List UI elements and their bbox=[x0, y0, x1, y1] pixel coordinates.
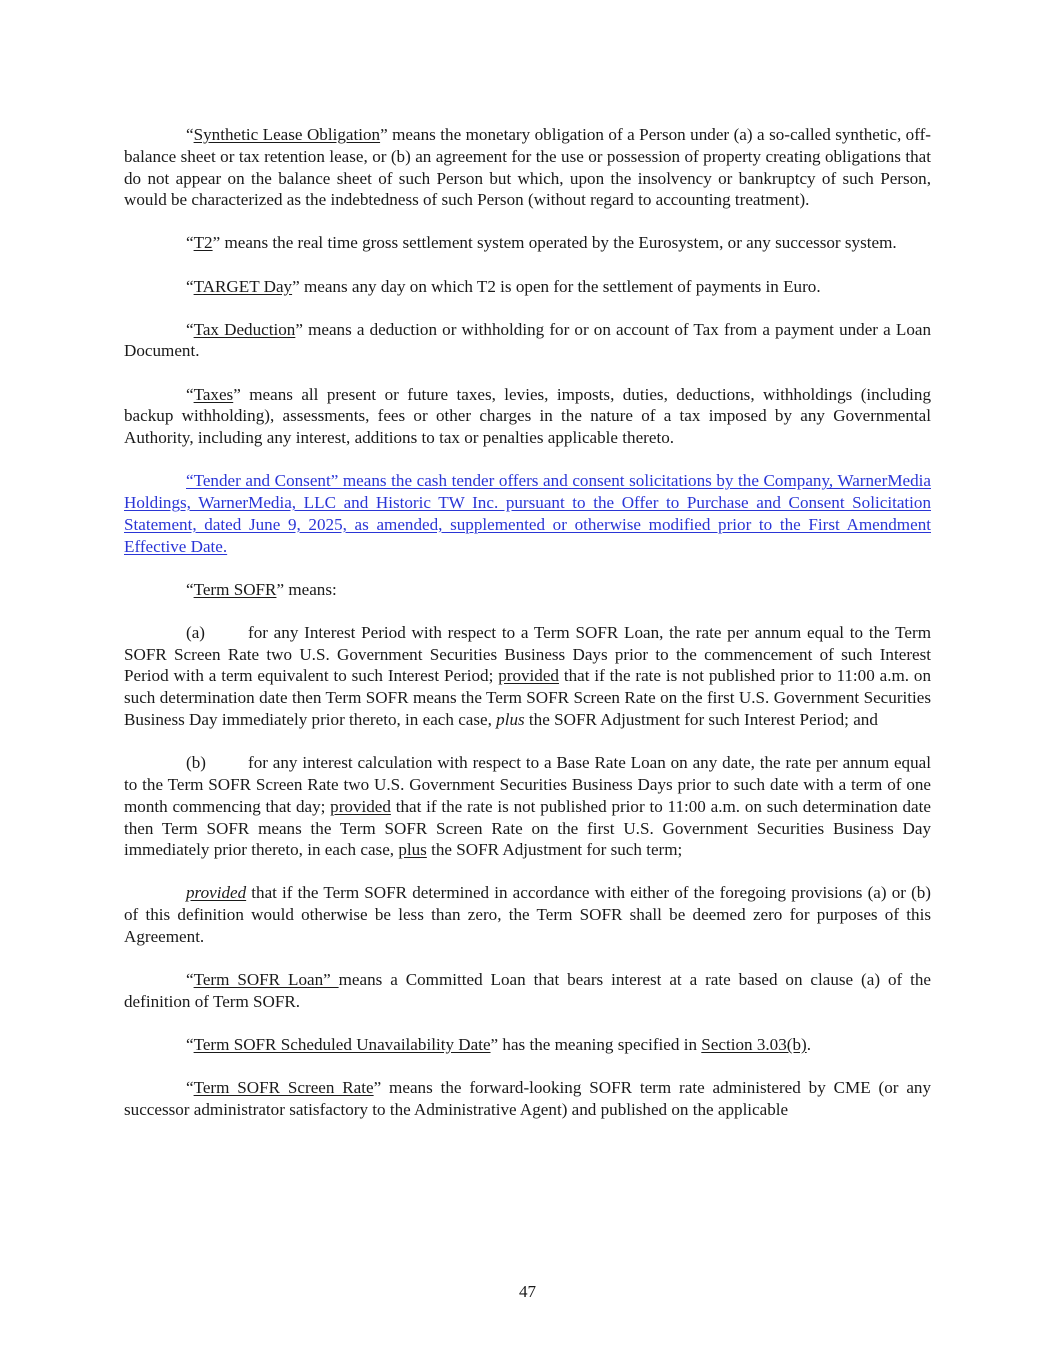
defined-term: Term SOFR Loan” bbox=[193, 970, 339, 990]
definition-tender-and-consent-inserted bbox=[124, 470, 931, 557]
definition-term-sofr-scheduled-unavailability-date: “Term SOFR Scheduled Unavailability Date” has the meaning specified in Section 3.03(b). bbox=[186, 1034, 811, 1054]
definition-tax-deduction: “Tax Deduction” means a deduction or withholding for or on account of Tax from a payment under a Loan Document. bbox=[124, 319, 931, 361]
clause-label: (a) bbox=[186, 622, 205, 642]
page-body bbox=[124, 124, 931, 1121]
definition-t2: “T2” means the real time gross settlement system operated by the Eurosystem, or any successor system. bbox=[186, 233, 897, 253]
provided-term: provided bbox=[330, 796, 391, 816]
provided-term: provided bbox=[186, 883, 247, 903]
defined-term: Tax Deduction bbox=[193, 319, 296, 339]
definition-target-day: “TARGET Day” means any day on which T2 is open for the settlement of payments in Euro. bbox=[186, 276, 821, 296]
page-number: 47 bbox=[518, 1282, 537, 1301]
defined-term: Term SOFR Scheduled Unavailability Date bbox=[193, 1034, 491, 1054]
proviso: provided that if the Term SOFR determined in accordance with either of the foregoing provisions (a) or (b) of this definition would otherwise be less than zero, the Term SOFR shall be deemed zero for purposes of this Agreement. bbox=[124, 883, 931, 946]
definition-term-sofr: “Term SOFR” means: bbox=[186, 579, 337, 599]
definition-term-sofr-screen-rate: “Term SOFR Screen Rate” means the forward-looking SOFR term rate administered by CME (or any successor administrator satisfactory to the Administrative Agent) and published on the applicable bbox=[124, 1078, 932, 1119]
definition-taxes: “Taxes” means all present or future taxes, levies, imposts, duties, deductions, withholdings (including backup withholding), assessments, fees or other charges in the nature of a tax imposed by any Governmental Authority, including any interest, additions to tax or penalties applicable thereto. bbox=[124, 384, 931, 448]
inserted-text-link[interactable]: “Tender and Consent” means the cash tender offers and consent solicitations by the Company, WarnerMedia Holdings, WarnerMedia, LLC and Historic TW Inc. pursuant to the Offer to Purchase and Consent Solicitation Statement, dated June 9, 2025, as amended, supplemented or otherwise modified prior to the First Amendment Effective Date. bbox=[124, 471, 931, 556]
plus-term: plus bbox=[398, 840, 427, 860]
defined-term: Term SOFR bbox=[193, 579, 277, 599]
provided-term: provided bbox=[498, 666, 559, 686]
defined-term: TARGET Day bbox=[193, 276, 293, 296]
plus-term: plus bbox=[496, 710, 525, 730]
clause-label: (b) bbox=[186, 753, 206, 773]
defined-term: Taxes bbox=[193, 384, 234, 404]
clause-b: (b) for any interest calculation with respect to a Base Rate Loan on any date, the rate per annum equal to the Term SOFR Screen Rate two U.S. Government Securities Business Days prior to such date with a term of one month commencing that day; provided that if the rate is not published prior to 11:00 a.m. on such determination date then Term SOFR means the Term SOFR Screen Rate on the first U.S. Government Securities Business Day immediately prior thereto, in each case, plus the SOFR Adjustment for such term; bbox=[124, 753, 931, 860]
section-reference: Section 3.03(b) bbox=[701, 1034, 807, 1054]
defined-term: Term SOFR Screen Rate bbox=[193, 1078, 374, 1098]
definition-term-sofr-loan: “Term SOFR Loan” means a Committed Loan that bears interest at a rate based on clause (a) of the definition of Term SOFR. bbox=[124, 970, 931, 1011]
defined-term: Synthetic Lease Obligation bbox=[193, 125, 381, 144]
definition-synthetic-lease-obligation: “Synthetic Lease Obligation” means the monetary obligation of a Person under (a) a so-called synthetic, off-balance sheet or tax retention lease, or (b) an agreement for the use or possession of property creating obligations that do not appear on the balance sheet of such Person but which, upon the insolvency or bankruptcy of such Person, would be characterized as the indebtedness of such Person (without regard to accounting treatment). bbox=[124, 125, 931, 210]
defined-term: T2 bbox=[193, 233, 213, 253]
clause-a: (a) for any Interest Period with respect to a Term SOFR Loan, the rate per annum equal to the Term SOFR Screen Rate two U.S. Government Securities Business Days prior to the commencement of such Interest Period with a term equivalent to such Interest Period; provided that if the rate is not published prior to 11:00 a.m. on such determination date then Term SOFR means the Term SOFR Screen Rate on the first U.S. Government Securities Business Day immediately prior thereto, in each case, plus the SOFR Adjustment for such Interest Period; and bbox=[124, 622, 932, 730]
